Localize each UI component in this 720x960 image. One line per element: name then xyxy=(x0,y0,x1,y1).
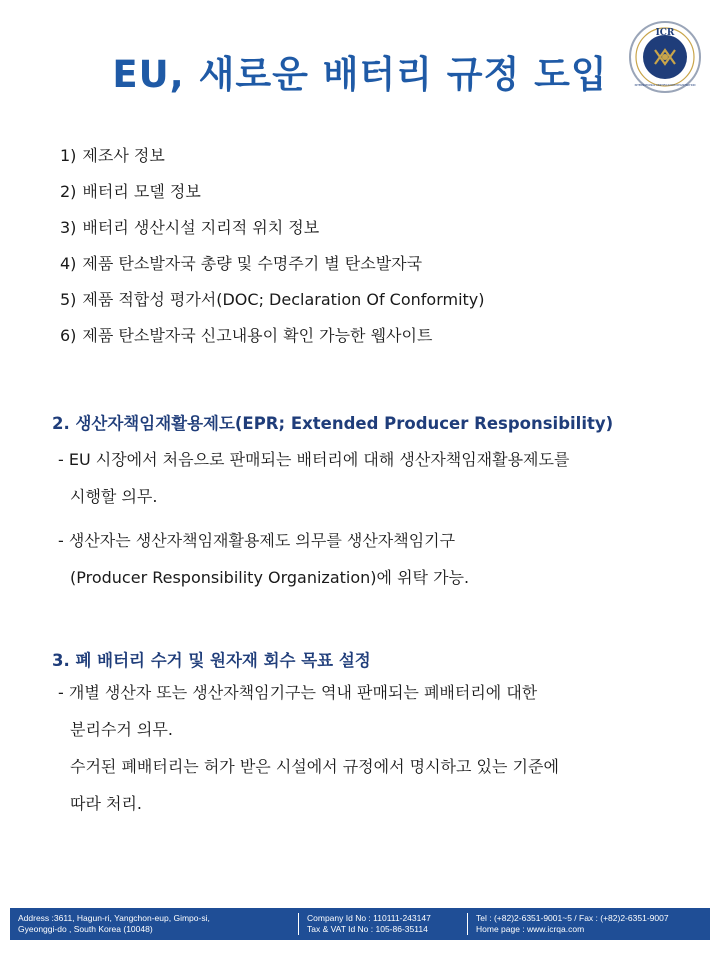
footer-address: Address :3611, Hagun-ri, Yangchon-eup, Gimpo-si, Gyeonggi-do , South Korea (10048) xyxy=(18,913,210,934)
logo-ring-text: INTERNATIONAL CERTIFICATION REGISTRATION xyxy=(634,84,696,87)
footer-company-ids: Company Id No : 110111-243147 Tax & VAT Id No : 105-86-35114 xyxy=(298,913,467,935)
page-title: EU, 새로운 배터리 규정 도입 xyxy=(112,53,608,96)
list-item: 1) 제조사 정보 xyxy=(60,146,165,165)
homepage-link[interactable]: Home page : www.icrqa.com xyxy=(476,924,585,934)
section2-bullet-1: - EU 시장에서 처음으로 판매되는 배터리에 대해 생산자책임재활용제도를 시행할 의무. xyxy=(58,450,570,506)
list-item: 2) 배터리 모델 정보 xyxy=(60,182,201,201)
list-item: 6) 제품 탄소발자국 신고내용이 확인 가능한 웹사이트 xyxy=(60,326,433,345)
logo-text: ICR xyxy=(655,28,675,38)
icr-logo xyxy=(628,20,702,94)
footer-bar xyxy=(10,908,710,940)
section2-heading: 2. 생산자책임재활용제도(EPR; Extended Producer Responsibility) xyxy=(52,414,614,433)
list-item: 3) 배터리 생산시설 지리적 위치 정보 xyxy=(60,218,320,237)
list-item: 5) 제품 적합성 평가서(DOC; Declaration Of Conformity) xyxy=(60,290,485,309)
section3-heading: 3. 폐 배터리 수거 및 원자재 회수 목표 설정 xyxy=(52,651,371,670)
list-item: 4) 제품 탄소발자국 총량 및 수명주기 별 탄소발자국 xyxy=(60,254,423,273)
section2-bullet-2: - 생산자는 생산자책임재활용제도 의무를 생산자책임기구 (Producer Responsibility Organization)에 위탁 가능. xyxy=(58,531,470,587)
section3-body: - 개별 생산자 또는 생산자책임기구는 역내 판매되는 폐배터리에 대한 분리수거 의무. 수거된 폐배터리는 허가 받은 시설에서 규정에서 명시하고 있는 기준에 따라 처리. xyxy=(58,683,559,813)
info-list xyxy=(60,146,485,362)
footer-contact: Tel : (+82)2-6351-9001~5 / Fax : (+82)2-6351-9007 Home page : www.icrqa.com xyxy=(467,913,677,935)
